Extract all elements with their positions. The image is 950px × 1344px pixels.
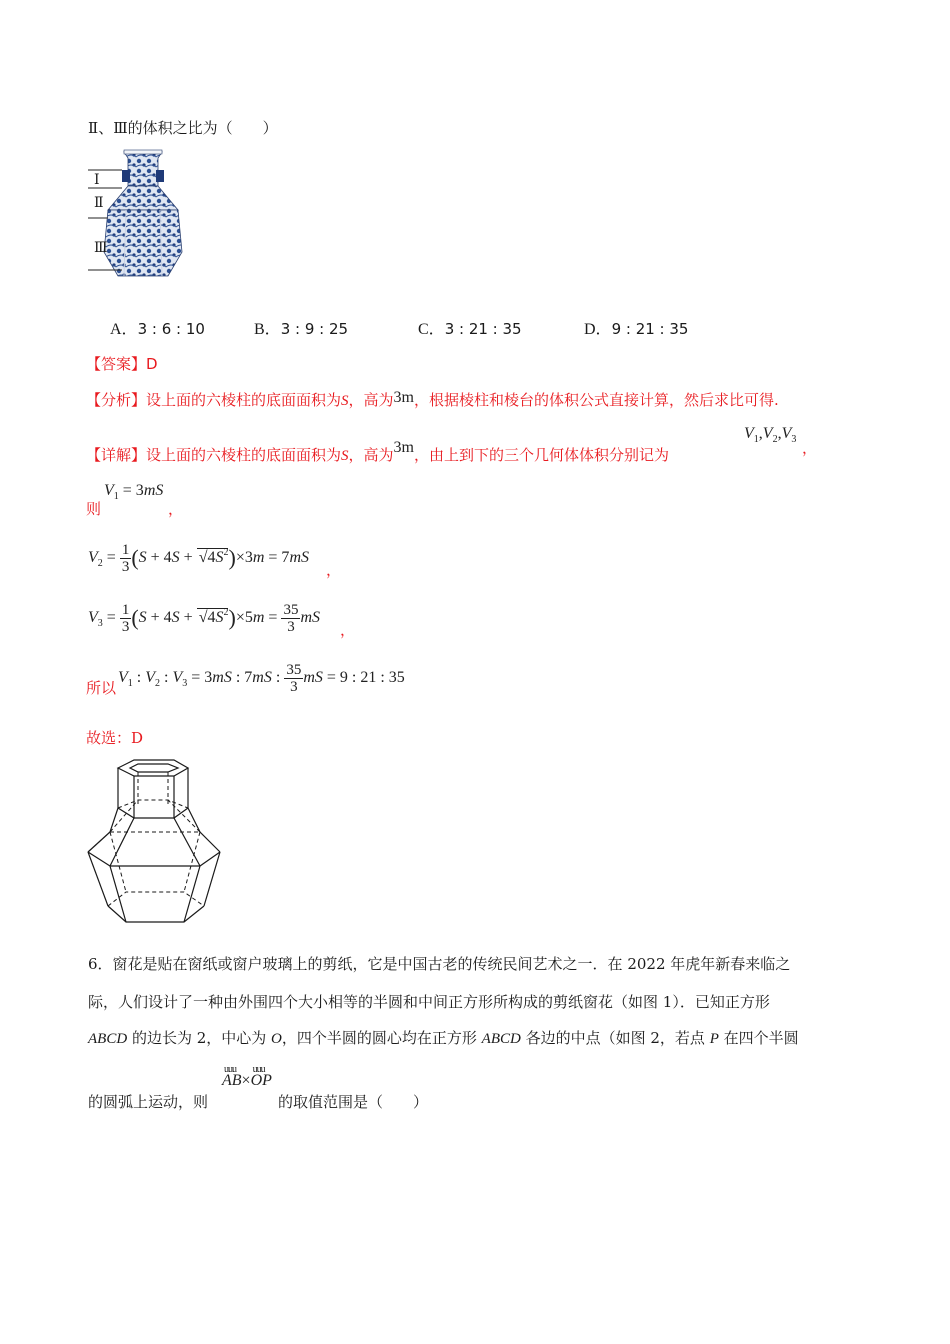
q6-line4-tail: 的取值范围是（ ）: [278, 1093, 429, 1111]
vase-label-1: Ⅰ: [94, 172, 100, 188]
vase-illustration: [86, 148, 196, 280]
option-d[interactable]: D．9 : 21 : 35: [584, 320, 689, 338]
conclusion: 故选：D: [86, 729, 144, 747]
option-b[interactable]: B．3 : 9 : 25: [254, 320, 349, 338]
q6-line3: ABCD 的边长为 2，中心为 O，四个半圆的圆心均在正方形 ABCD 各边的中点（如图 2，若点 P 在四个半圆: [88, 1029, 799, 1047]
option-c[interactable]: C．3 : 21 : 35: [418, 320, 522, 338]
vase-label-2: Ⅱ: [94, 195, 104, 211]
suoyi-label: 所以: [86, 679, 117, 697]
eq-v2: $V_2$ = $\frac{1}{3}$ $(S + 4S + √4S^2)\times 3m = 7mS$: [88, 542, 309, 575]
detail-line: 【详解】设上面的六棱柱的底面面积为S，高为3m，由上到下的三个几何体体积分别记为: [86, 439, 670, 464]
eq-v3: $V_3$ = $\frac{1}{3}$ $(S + 4S + √4S^2)\times 5m$ = $\frac{35}{3}$ mS: [88, 602, 320, 635]
v3-comma: ，: [340, 621, 356, 639]
q6-line2: 际，人们设计了一种由外围四个大小相等的半圆和中间正方形所构成的剪纸窗花（如图 1）．已知正方形: [88, 993, 770, 1011]
q6-number: 6．: [88, 955, 113, 973]
eq-v1: $V_1 = 3mS$: [104, 482, 164, 502]
q6-vector-expr: uuu AB× uuu OP: [222, 1064, 272, 1089]
vase-geometry-diagram: [84, 756, 224, 930]
question-stem: Ⅱ、Ⅲ的体积之比为（ ）: [88, 119, 278, 137]
v2-comma: ，: [326, 561, 342, 579]
answer-value: D: [146, 355, 158, 373]
vase-figure: [86, 148, 196, 280]
v1-comma: ，: [168, 500, 184, 518]
answer-tag: 【答案】: [86, 355, 147, 373]
q6-line1: 6．窗花是贴在窗纸或窗户玻璃上的剪纸，它是中国古老的传统民间艺术之一．在 2022 年虎年新春来临之: [88, 955, 791, 973]
option-a[interactable]: A．3 : 6 : 10: [110, 320, 205, 338]
detail-vars: $V_1,V_2,V_3$: [744, 425, 797, 445]
q6-line4: 的圆弧上运动，则: [88, 1093, 209, 1111]
detail-comma: ，: [802, 439, 818, 457]
ze-label: 则: [86, 500, 102, 518]
analysis-line: 【分析】设上面的六棱柱的底面面积为S，高为3m，根据棱柱和棱台的体积公式直接计算，然后求比可得.: [86, 389, 779, 409]
answer-line: [86, 354, 158, 374]
vase-label-3: Ⅲ: [94, 240, 108, 256]
eq-ratio: $V_1$ : $V_2$ : $V_3 = 3mS$ : 7mS : $\frac{35}{3}$ mS = 9 : 21 : 35: [118, 662, 405, 695]
